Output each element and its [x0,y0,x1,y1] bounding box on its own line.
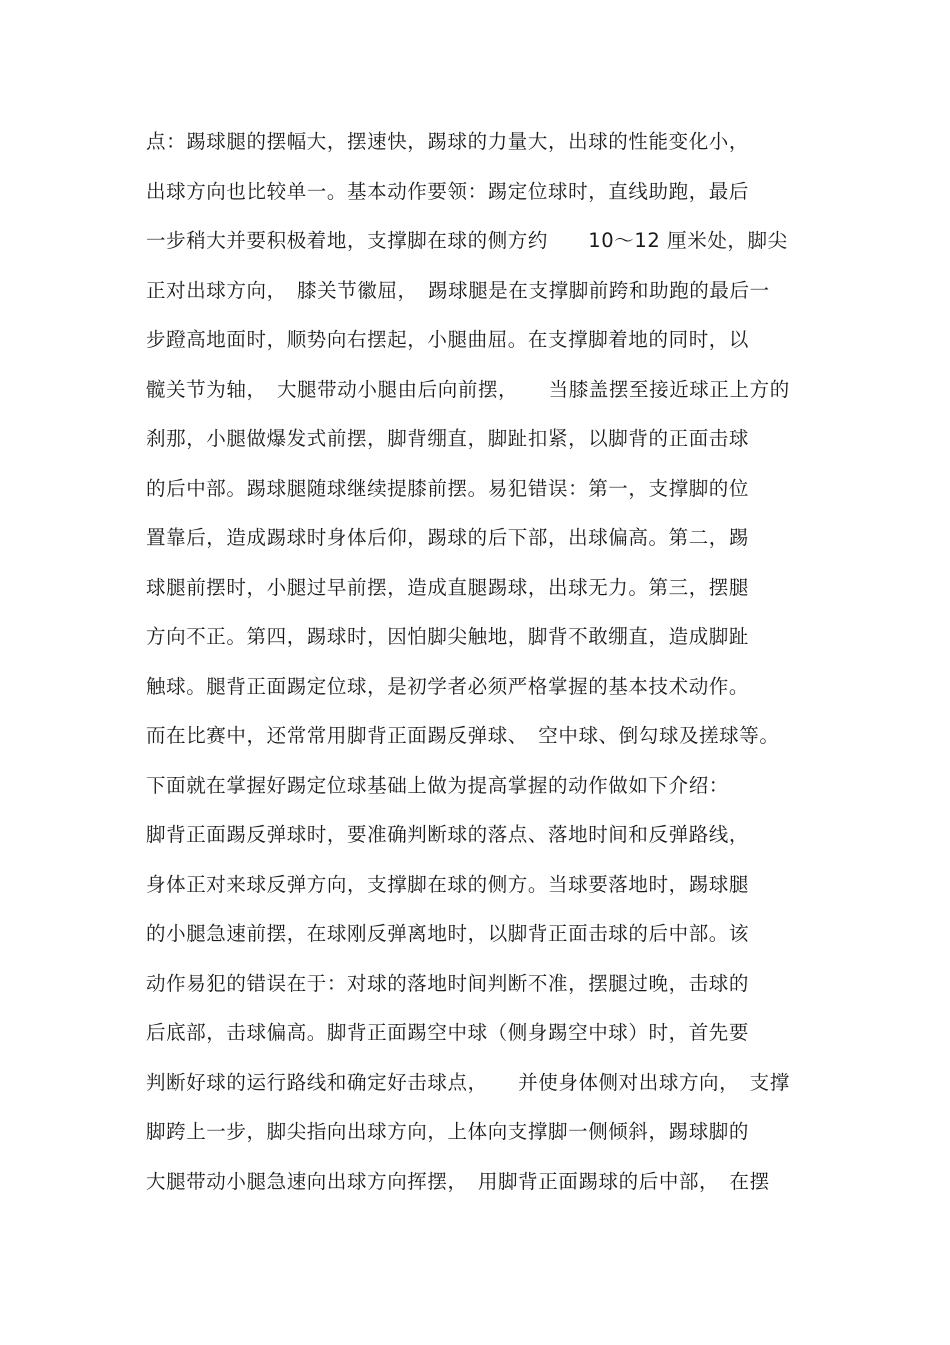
text-line-15: 脚背正面踢反弹球时，要准确判断球的落点、落地时间和反弹路线， [146,823,750,846]
text-line-17: 的小腿急速前摆，在球刚反弹离地时，以脚背正面击球的后中部。该 [146,922,750,945]
text-line-9: 置靠后，造成踢球时身体后仰，踢球的后下部，出球偏高。第二，踢 [146,526,750,549]
text-line-10: 球腿前摆时，小腿过早前摆，造成直腿踢球，出球无力。第三，摆腿 [146,575,750,599]
text-line-12: 触球。腿背正面踢定位球，是初学者必须严格掌握的基本技术动作。 [146,674,750,698]
text-line-3: 一步稍大并要积极着地，支撑脚在球的侧方约 10～12 厘米处，脚尖 [146,229,788,252]
text-line-1: 点：踢球腿的摆幅大，摆速快，踢球的力量大，出球的性能变化小， [146,130,750,153]
text-line-18: 动作易犯的错误在于：对球的落地时间判断不准，摆腿过晚，击球的 [146,971,750,995]
text-line-16: 身体正对来球反弹方向，支撑脚在球的侧方。当球要落地时，踢球腿 [146,872,750,896]
text-line-20: 判断好球的运行路线和确定好击球点， 并使身体侧对出球方向， 支撑 [146,1070,790,1094]
text-line-19: 后底部，击球偏高。脚背正面踢空中球（侧身踢空中球）时，首先要 [146,1021,750,1044]
text-line-22: 大腿带动小腿急速向出球方向挥摆， 用脚背正面踢球的后中部， 在摆 [146,1169,770,1193]
text-line-4: 正对出球方向， 膝关节徽屈， 踢球腿是在支撑脚前跨和助跑的最后一 [146,278,770,302]
text-line-8: 的后中部。踢球腿随球继续提膝前摆。易犯错误：第一，支撑脚的位 [146,476,750,500]
text-line-11: 方向不正。第四，踢球时，因怕脚尖触地，脚背不敢绷直，造成脚趾 [146,625,750,648]
text-line-7: 刹那，小腿做爆发式前摆，脚背绷直，脚趾扣紧，以脚背的正面击球 [146,427,750,450]
text-line-21: 脚跨上一步，脚尖指向出球方向，上体向支撑脚一侧倾斜，踢球脚的 [146,1120,750,1143]
text-line-6: 髋关节为轴， 大腿带动小腿由后向前摆， 当膝盖摆至接近球正上方的 [146,377,790,401]
text-line-13: 而在比赛中，还常常用脚背正面踢反弹球、 空中球、倒勾球及搓球等。 [146,724,780,747]
body-text [146,126,826,1215]
text-line-14: 下面就在掌握好踢定位球基础上做为提高掌握的动作做如下介绍： [146,773,729,797]
text-line-2: 出球方向也比较单一。基本动作要领：踢定位球时，直线助跑，最后 [146,179,750,203]
text-line-5: 步蹬高地面时，顺势向右摆起，小腿曲屈。在支撑脚着地的同时，以 [146,328,750,351]
